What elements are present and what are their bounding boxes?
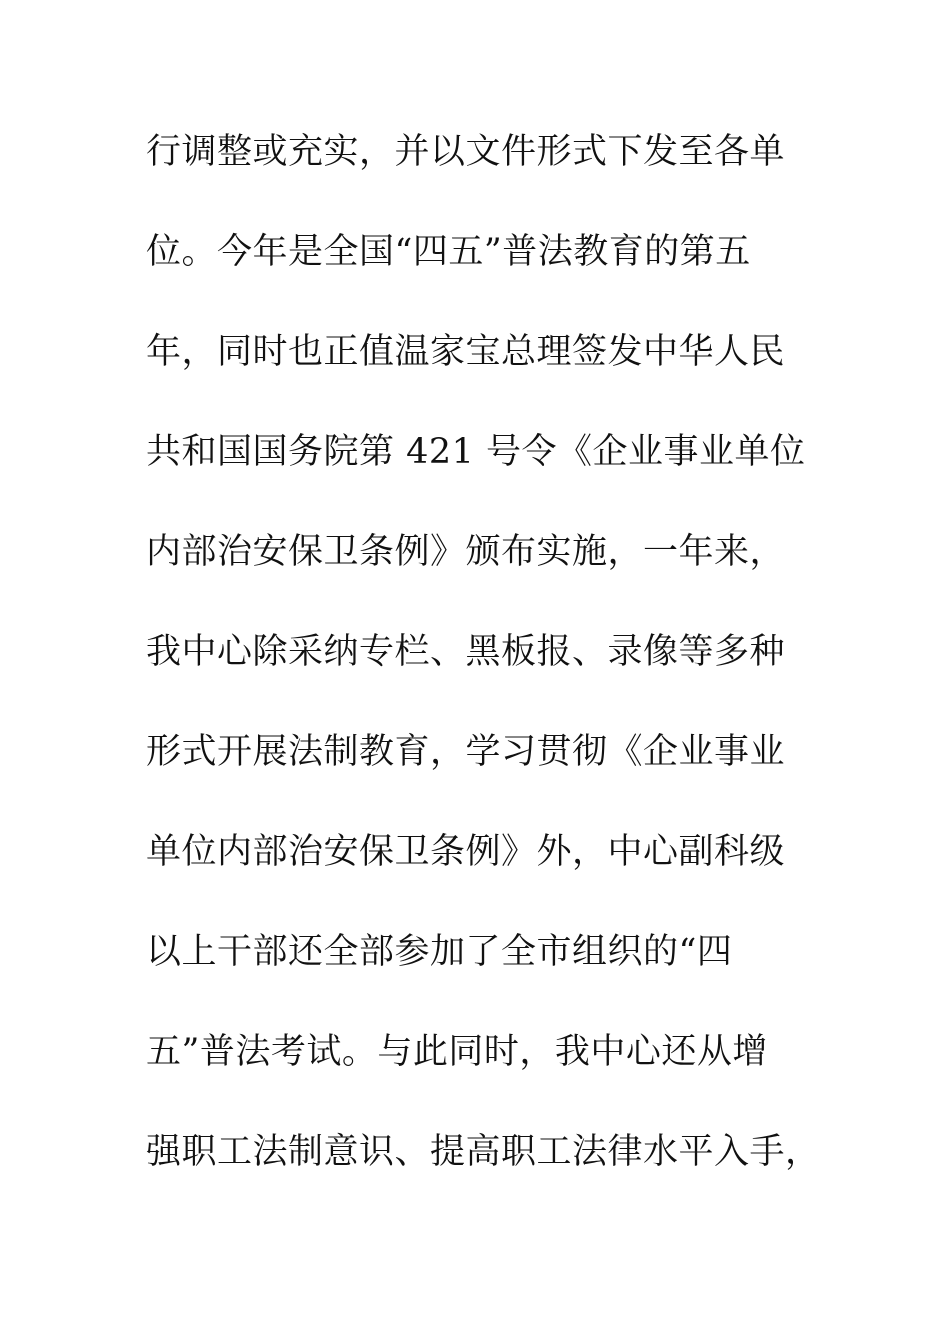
text-line: 年，同时也正值温家宝总理签发中华人民: [146, 332, 786, 372]
text-line: 单位内部治安保卫条例》外，中心副科级: [146, 832, 786, 872]
text-line: 行调整或充实，并以文件形式下发至各单: [146, 132, 786, 172]
text-line: 内部治安保卫条例》颁布实施，一年来，: [146, 532, 786, 572]
text-line: 位。今年是全国“四五”普法教育的第五: [146, 232, 751, 272]
text-line: 形式开展法制教育，学习贯彻《企业事业: [146, 732, 786, 772]
text-line: 以上干部还全部参加了全市组织的“四: [146, 932, 733, 972]
body-text: [146, 124, 826, 1224]
text-line: 强职工法制意识、提高职工法律水平入手，: [146, 1132, 821, 1172]
text-line: 共和国国务院第 421 号令《企业事业单位: [146, 432, 806, 472]
text-line: 五”普法考试。与此同时，我中心还从增: [146, 1032, 768, 1072]
text-line: 我中心除采纳专栏、黑板报、录像等多种: [146, 632, 786, 672]
